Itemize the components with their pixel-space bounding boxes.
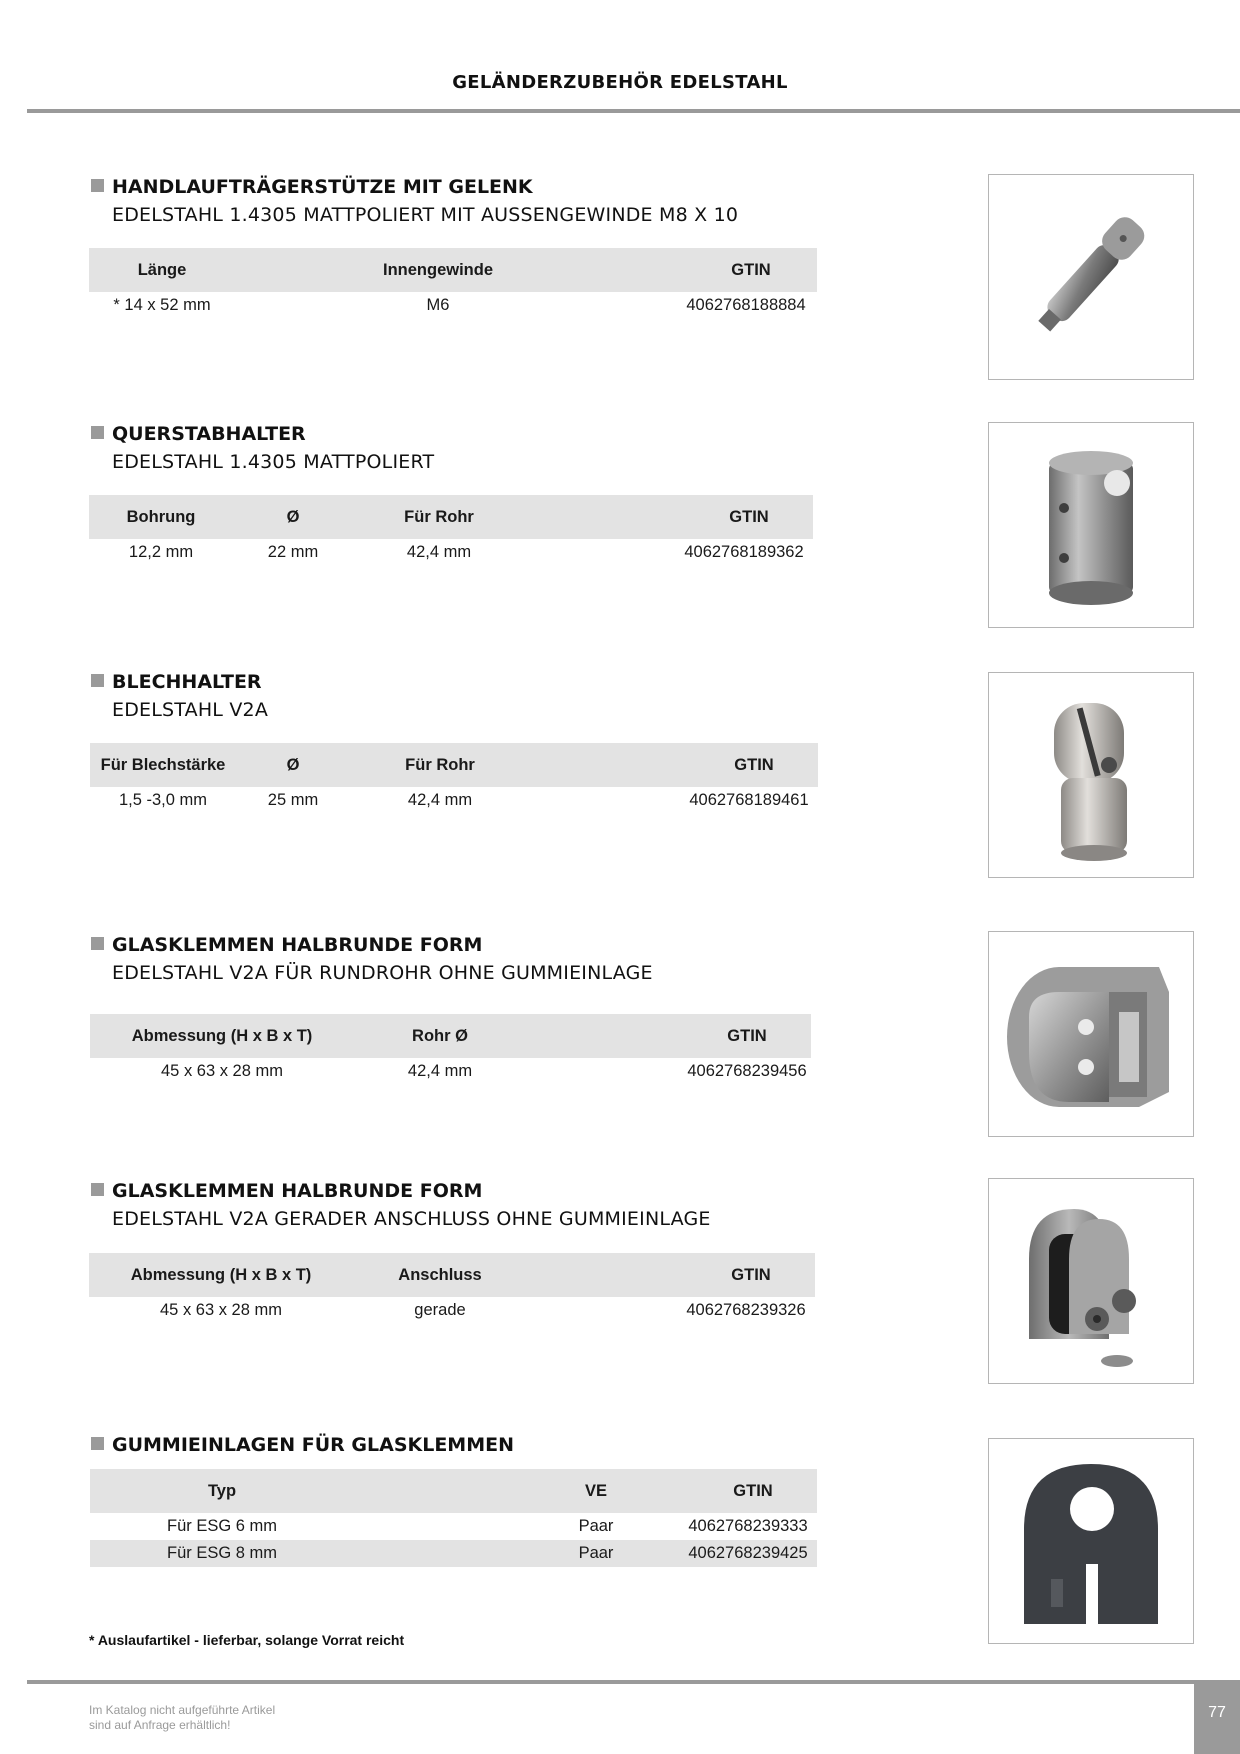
column-header: Für Rohr [405, 756, 475, 774]
column-header: Innengewinde [382, 261, 494, 279]
table-cell: 4062768189461 [689, 791, 809, 809]
table-header [90, 743, 818, 787]
column-header: Rohr Ø [412, 1027, 468, 1045]
column-header: GTIN [731, 1266, 771, 1284]
column-header: Abmessung (H x B x T) [130, 1266, 312, 1284]
column-header: GTIN [727, 1027, 767, 1045]
square-bullet-icon [91, 674, 104, 687]
table-cell: Für ESG 6 mm [166, 1517, 278, 1535]
table-cell: 45 x 63 x 28 mm [160, 1301, 282, 1319]
table-row [89, 539, 813, 566]
table-header [89, 495, 813, 539]
section-title: GUMMIEINLAGEN FÜR GLASKLEMMEN [91, 1434, 514, 1456]
table-cell: * 14 x 52 mm [113, 296, 211, 314]
square-bullet-icon [91, 937, 104, 950]
product-photo-handrail-support [988, 174, 1194, 380]
section-subtitle: EDELSTAHL 1.4305 MATTPOLIERT [112, 451, 435, 473]
table-cell: 1,5 -3,0 mm [118, 791, 208, 809]
section-title: GLASKLEMMEN HALBRUNDE FORM [91, 1180, 482, 1202]
table-cell: M6 [426, 296, 450, 314]
column-header: Ø [286, 508, 300, 526]
table-row [89, 292, 817, 319]
column-header: Abmessung (H x B x T) [131, 1027, 313, 1045]
table-header [90, 1469, 817, 1513]
column-header: GTIN [729, 508, 769, 526]
column-header: Ø [286, 756, 300, 774]
section-title: QUERSTABHALTER [91, 423, 306, 445]
table-cell: 42,4 mm [406, 543, 472, 561]
table-cell: 45 x 63 x 28 mm [161, 1062, 283, 1080]
table-header [89, 1253, 815, 1297]
crossbar-holder-icon [989, 423, 1193, 627]
square-bullet-icon [91, 426, 104, 439]
table-cell: 4062768239333 [688, 1517, 808, 1535]
table-cell: 4062768189362 [684, 543, 804, 561]
table-cell: 4062768239456 [687, 1062, 807, 1080]
table-cell: 42,4 mm [407, 1062, 473, 1080]
column-header: GTIN [733, 1482, 773, 1500]
table-cell: gerade [414, 1301, 466, 1319]
header-divider [27, 109, 1240, 113]
footer-note: Im Katalog nicht aufgeführte Artikel sind auf Anfrage erhältlich! [89, 1703, 276, 1732]
table-header [90, 1014, 811, 1058]
rubber-insert-icon [989, 1439, 1193, 1643]
column-header: GTIN [731, 261, 771, 279]
page-title: GELÄNDERZUBEHÖR EDELSTAHL [452, 72, 788, 93]
section-subtitle: EDELSTAHL V2A [112, 699, 269, 721]
table-cell: 12,2 mm [128, 543, 194, 561]
section-title: GLASKLEMMEN HALBRUNDE FORM [91, 934, 482, 956]
table-row [90, 1540, 817, 1567]
square-bullet-icon [91, 179, 104, 192]
column-header: Für Rohr [404, 508, 474, 526]
column-header: Für Blechstärke [100, 756, 226, 774]
product-photo-rubber-insert [988, 1438, 1194, 1644]
table-cell: 25 mm [267, 791, 319, 809]
table-cell: Paar [578, 1517, 614, 1535]
footnote: * Auslaufartikel - lieferbar, solange Vorrat reicht [89, 1632, 405, 1648]
table-cell: 42,4 mm [407, 791, 473, 809]
table-cell: Paar [578, 1544, 614, 1562]
table-row [90, 1058, 811, 1085]
column-header: Bohrung [126, 508, 196, 526]
column-header: Länge [137, 261, 187, 279]
square-bullet-icon [91, 1437, 104, 1450]
section-title: HANDLAUFTRÄGERSTÜTZE MIT GELENK [91, 176, 533, 198]
column-header: GTIN [734, 756, 774, 774]
column-header: Anschluss [398, 1266, 482, 1284]
table-row [89, 1297, 815, 1324]
handrail-support-joint-icon [989, 175, 1193, 379]
table-row [90, 787, 818, 814]
glass-clamp-round-tube-icon [989, 932, 1193, 1136]
section-subtitle: EDELSTAHL V2A GERADER ANSCHLUSS OHNE GUMMIEINLAGE [112, 1208, 711, 1230]
glass-clamp-straight-icon [989, 1179, 1193, 1383]
table-cell: Für ESG 8 mm [166, 1544, 278, 1562]
table-cell: 4062768239425 [688, 1544, 808, 1562]
product-photo-glass-clamp-straight [988, 1178, 1194, 1384]
product-photo-crossbar-holder [988, 422, 1194, 628]
table-cell: 4062768239326 [686, 1301, 806, 1319]
square-bullet-icon [91, 1183, 104, 1196]
column-header: Typ [207, 1482, 237, 1500]
table-row [90, 1513, 817, 1540]
column-header: VE [584, 1482, 608, 1500]
section-title: BLECHHALTER [91, 671, 262, 693]
page-number: 77 [1194, 1680, 1240, 1754]
footer-divider [27, 1680, 1194, 1684]
table-cell: 22 mm [267, 543, 319, 561]
table-header [89, 248, 817, 292]
product-photo-sheet-holder [988, 672, 1194, 878]
table-cell: 4062768188884 [686, 296, 806, 314]
section-subtitle: EDELSTAHL V2A FÜR RUNDROHR OHNE GUMMIEINLAGE [112, 962, 653, 984]
sheet-holder-icon [989, 673, 1193, 877]
product-photo-glass-clamp-round [988, 931, 1194, 1137]
section-subtitle: EDELSTAHL 1.4305 MATTPOLIERT MIT AUSSENGEWINDE M8 X 10 [112, 204, 739, 226]
